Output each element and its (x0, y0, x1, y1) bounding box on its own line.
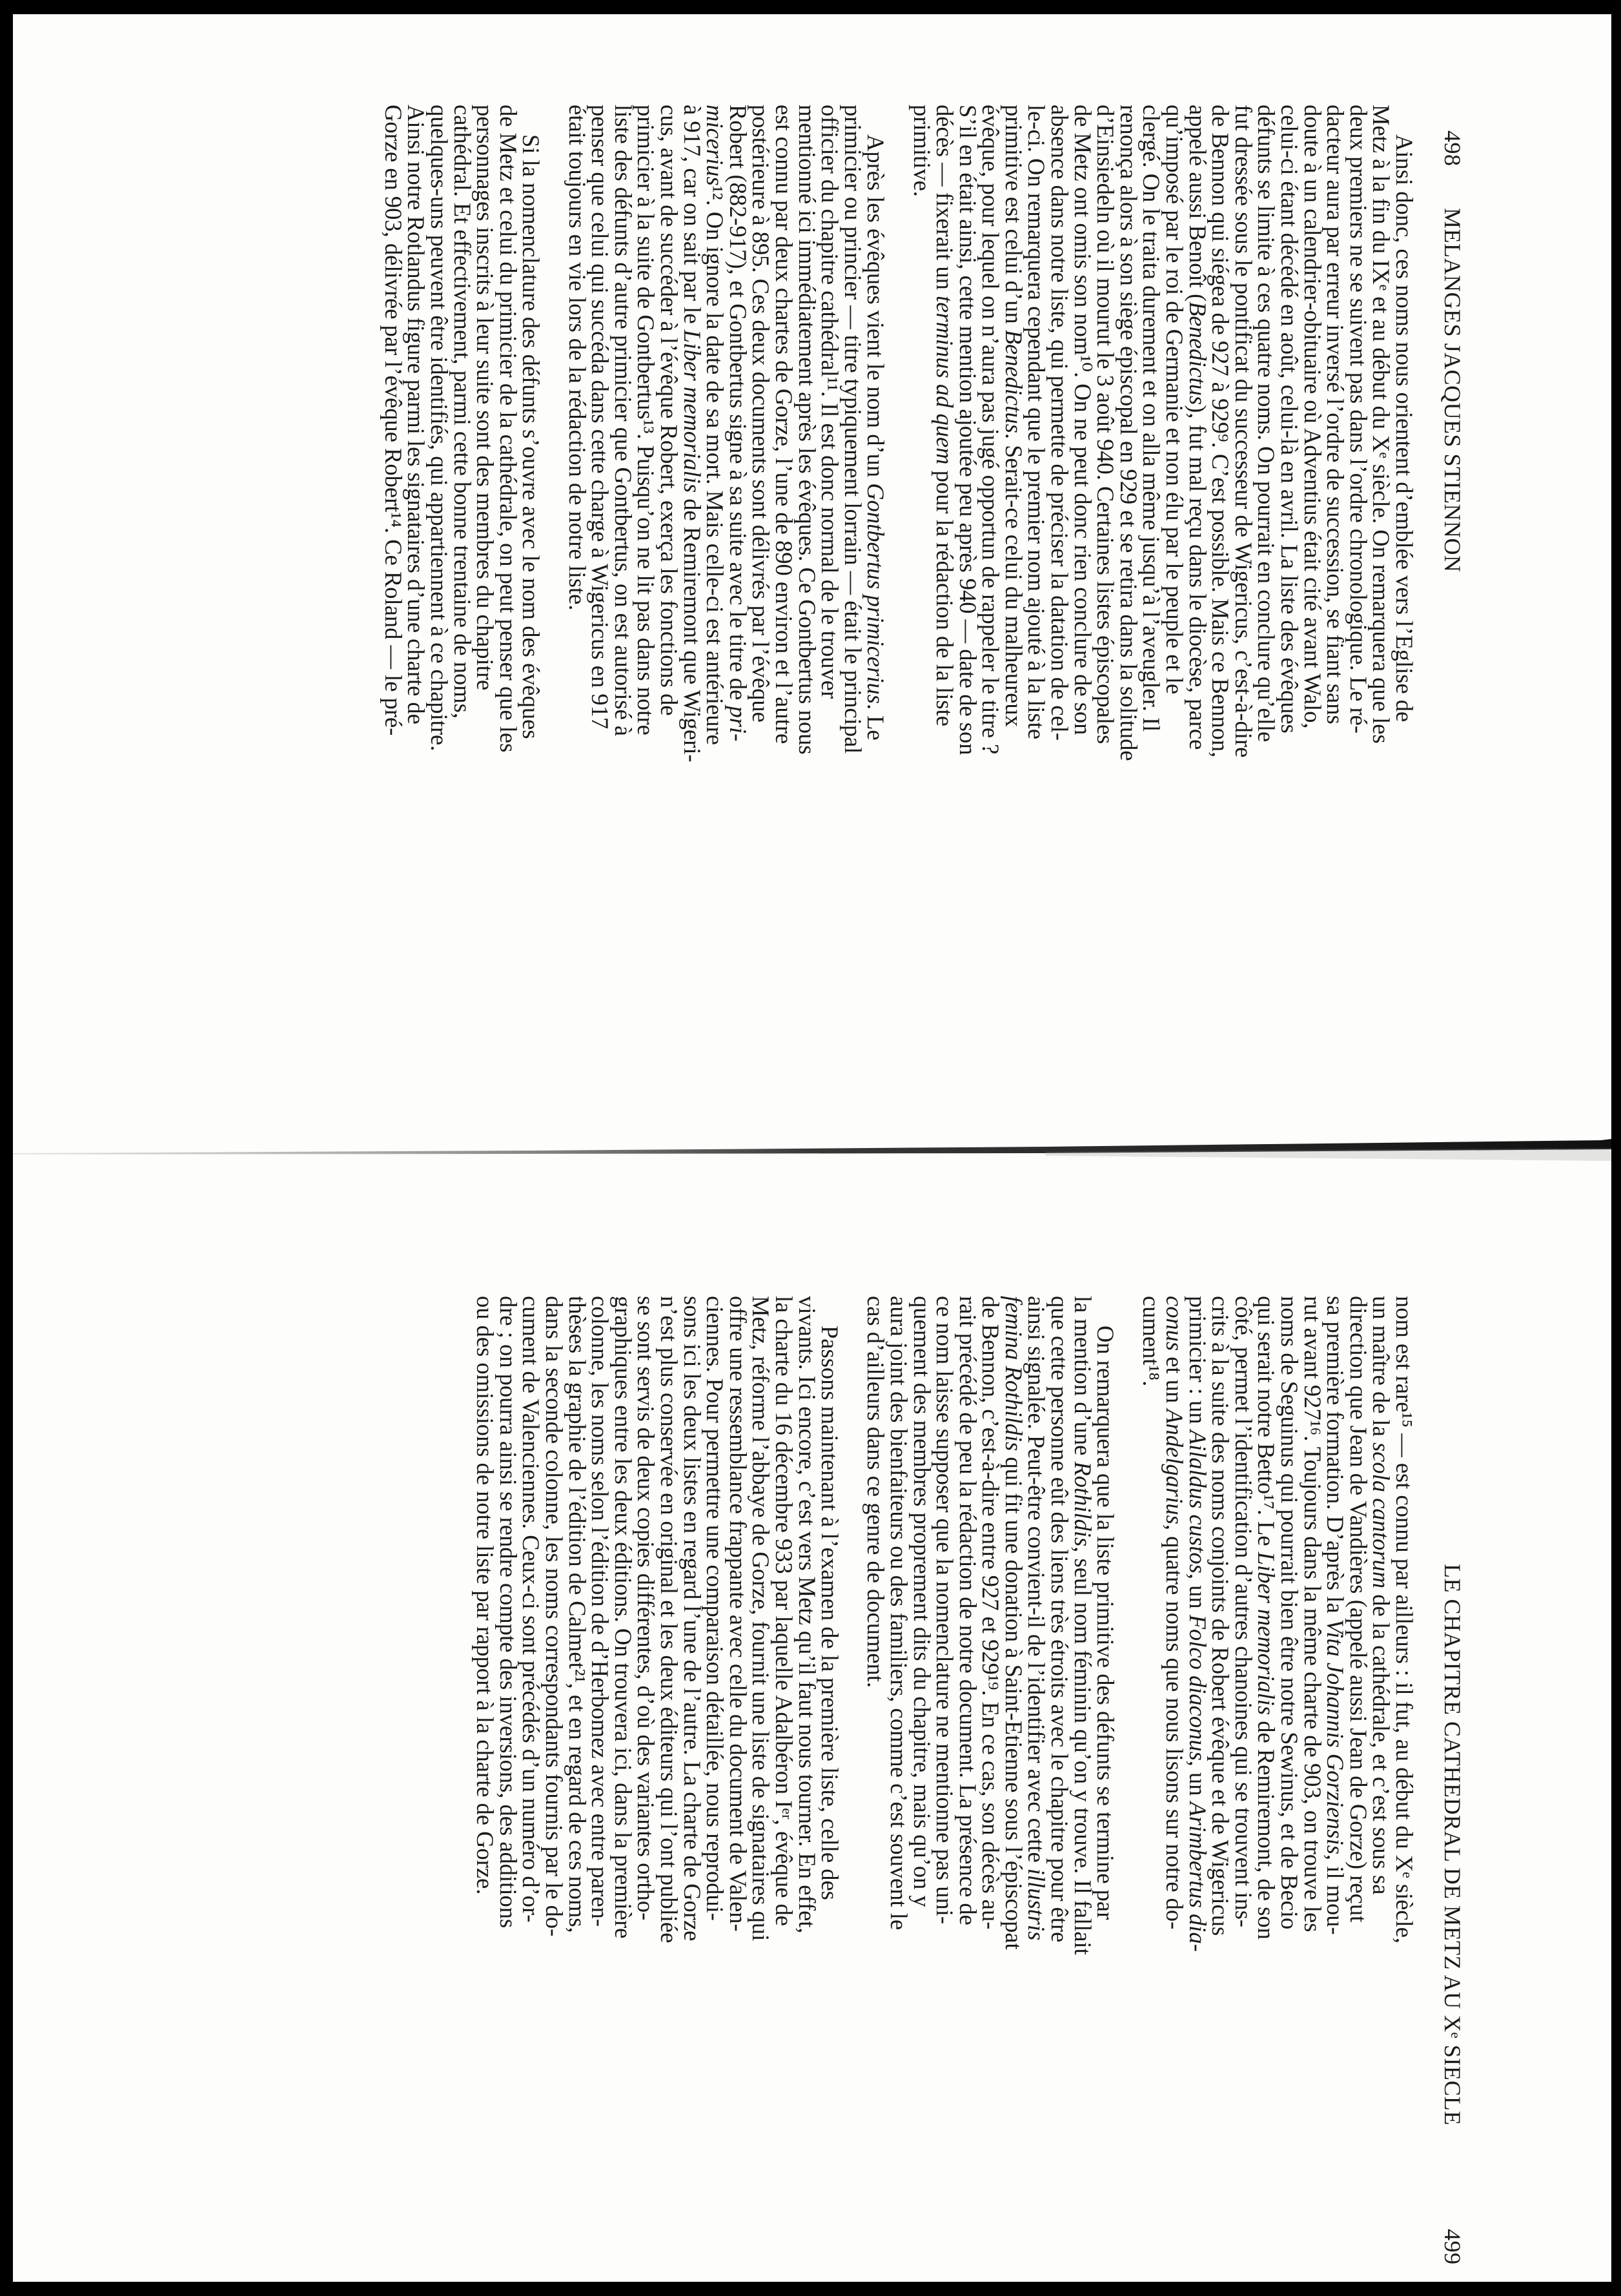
text-line: dans la seconde colonne, les noms correspondants fournis par le do- (541, 1296, 568, 1937)
page-498 (13, 14, 1611, 1125)
text-line: de Metz ont omis son nom¹⁰. On ne peut donc rien conclure de son (1069, 105, 1096, 735)
paragraph (472, 1296, 844, 1943)
text-line: aura joint des bienfaiteurs ou des familiers, comme c’est souvent le (885, 1296, 912, 1931)
page-499 (13, 1170, 1611, 2281)
text-line: primicier ou princier — titre typiquement lorrain — était le principal (839, 105, 866, 754)
text-line: Si la nomenclature des défunts s’ouvre avec le nom des évêques (518, 134, 545, 739)
text-line: S’il en était ainsi, cette mention ajoutée peu après 940 — date de son (954, 105, 981, 755)
italic-text: Folco diaconus (1184, 1614, 1211, 1761)
text-line: défunts se limite à ces quatre noms. On pourrait en conclure qu’elle (1253, 105, 1280, 743)
text-line: n’est plus conservée en original et les deux éditeurs qui l’ont publiée (656, 1296, 682, 1943)
text-line: clergé. On le traita durement et on alla même jusqu’à l’aveugler. Il (1138, 105, 1165, 732)
text-line: qui serait notre Betto¹⁷. Le Liber memorialis de Remiremont, de son (1253, 1296, 1280, 1940)
text-line: la charte du 16 décembre 933 par laquelle Adalbéron Iᵉʳ, évêque de (770, 1296, 797, 1927)
text-line: primicier : un Ailaldus custos, un Folco diaconus, un Arimbertus dia- (1184, 1296, 1211, 1952)
page-body (380, 105, 1418, 763)
text-line: cathédral. Et effectivement, parmi cette bonne trentaine de noms, (449, 105, 476, 719)
italic-text: Liber memorialis (1253, 1552, 1280, 1716)
text-line: crits à la suite des noms conjoints de Robert évêque et de Wigericus (1207, 1296, 1234, 1936)
text-line: ce nom laisse supposer que la nomenclature ne mentionne pas uni- (932, 1296, 959, 1925)
text-line: Robert (882-917), et Gontbertus signe à sa suite avec le titre de pri- (724, 105, 751, 742)
paragraph (380, 105, 545, 753)
paragraph-gap (542, 105, 566, 651)
text-line: thèses la graphie de l’édition de Calmet²¹, et en regard de ces noms, (564, 1296, 591, 1933)
text-line: que cette personne eût des liens très étroits avec le chapitre pour être (1046, 1296, 1074, 1943)
text-line: personnages inscrits à leur suite sont des membres du chapitre (472, 105, 499, 691)
page-body (472, 1296, 1418, 1955)
text-line: Gorze en 903, délivrée par l’évêque Robert¹⁴. Ce Roland — le pré- (380, 105, 407, 736)
italic-text: Rothildis (1069, 1461, 1096, 1547)
text-line: Après les évêques vient le nom d’un Gontbertus primicerius. Le (862, 134, 890, 741)
italic-text: Benedictus (1184, 302, 1211, 405)
italic-text: Arimbertus dia- (1184, 1801, 1211, 1952)
text-line: rait précédé de peu la rédaction de notre document. La présence de (954, 1296, 981, 1925)
text-line: est connu par deux chartes de Gorze, l’une de 890 environ et l’autre (770, 105, 797, 744)
text-line: ou des omissions de notre liste par rapport à la charte de Gorze. (472, 1296, 499, 1895)
text-line: ainsi signalée. Peut-être convient-il de l’identifier avec cette illustris (1023, 1296, 1050, 1941)
text-line: sa première formation. D’après la Vita Johannis Gorziensis, il mou- (1322, 1296, 1349, 1935)
italic-text: Andelgarius (1161, 1409, 1188, 1524)
text-line: côté, permet l’identification d’autres chanoines qui se trouvent ins- (1230, 1296, 1257, 1928)
text-line: celui-ci étant décédé en août, celui-là en avril. La liste des évêques (1276, 105, 1303, 733)
running-head-title: LE CHAPITRE CATHEDRAL DE METZ AU Xᵉ SIECLE (1440, 1564, 1465, 2126)
italic-text: Ailaldus custos (1184, 1430, 1211, 1573)
text-line: cument¹⁸. (1138, 1296, 1165, 1387)
italic-text: terminus ad quem (932, 295, 959, 465)
text-line: quement des membres proprement dits du chapitre, mais qu’on y (908, 1296, 935, 1907)
page-number: 498 (1440, 130, 1465, 167)
text-line: rut avant 927¹⁶. Toujours dans la même charte de 903, on trouve les (1299, 1296, 1326, 1932)
text-line: le-ci. On remarquera cependant que le premier nom ajouté à la liste (1023, 105, 1050, 740)
text-line: cas d’ailleurs dans ce genre de document. (862, 1296, 890, 1688)
text-line: primitive est celui d’un Benedictus. Serait-ce celui du malheureux (1000, 105, 1027, 727)
text-line: dre ; on pourra ainsi se rendre compte des inversions, des additions (494, 1296, 522, 1929)
paragraph (564, 105, 890, 763)
text-line: doute à un calendrier-obituaire où Adventius était cité avant Walo, (1299, 105, 1326, 729)
text-line: noms de Seguinus qui pourrait bien être notre Sewinus, et de Becio (1276, 1296, 1303, 1930)
text-line: nom est rare¹⁵ — est connu par ailleurs : il fut, au début du Xᵉ siècle, (1391, 1296, 1418, 1944)
text-line: primitive. (908, 105, 935, 197)
text-line: se sont servis de deux copies différentes, d’où des variantes ortho- (633, 1296, 660, 1921)
italic-text: micerius (702, 105, 729, 186)
text-line: officier du chapitre cathédral¹¹. Il est donc normal de le trouver (817, 105, 844, 699)
text-line: primicier à la suite de Gontbertus¹³. Puisqu’on ne lit pas dans notre (633, 105, 660, 735)
text-line: cument de Valenciennes. Ceux-ci sont précédés d’un numéro d’or- (518, 1296, 545, 1923)
text-line: qu’imposé par le roi de Germanie et non élu par le peuple et le (1161, 105, 1188, 695)
text-line: renonça alors à son siège épiscopal en 929 et se retira dans la solitude (1115, 105, 1142, 761)
text-line: Ainsi donc, ces noms nous orientent d’emblée vers l’Eglise de (1391, 134, 1418, 723)
book-spine-shadow (13, 1138, 1611, 1163)
text-line: de Bennon, c’est-à-dire entre 927 et 929¹⁹. En ce cas, son décès au- (977, 1296, 1004, 1930)
text-line: cus, avant de succéder à l’évêque Robert, exerça les fonctions de (656, 105, 682, 716)
text-line: fut dressée sous le pontificat du successeur de Wigericus, c’est-à-dire (1230, 105, 1257, 758)
text-line: Metz à la fin du IXᵉ et au début du Xᵉ siècle. On remarquera que les (1368, 105, 1395, 744)
text-line: dacteur aura par erreur inversé l’ordre de succession, se fiant sans (1322, 105, 1349, 724)
text-line: quelques-uns peuvent être identifiés, qui appartiennent à ce chapitre. (426, 105, 453, 752)
text-line: décès — fixerait un terminus ad quem pour la rédaction de la liste (932, 105, 959, 726)
text-line: deux premiers ne se suivent pas dans l’ordre chronologique. Le ré- (1345, 105, 1372, 734)
paragraph (908, 105, 1418, 761)
italic-text: Liber memorialis (678, 329, 706, 493)
text-line: postérieure à 895. Ces deux documents sont délivrés par l’évêque (748, 105, 775, 723)
text-line: Metz, réforme l’abbaye de Gorze, fournit une liste de signataires qui (748, 1296, 775, 1942)
text-line: ciennes. Pour permettre une comparaison détaillée, nous reprodui- (702, 1296, 729, 1921)
text-line: micerius¹². On ignore la date de sa mort. Mais celle-ci est antérieure (702, 105, 729, 745)
running-header (1438, 14, 1466, 1125)
text-line: femina Rothildis qui fit une donation à Saint-Etienne sous l’épiscopat (1000, 1296, 1027, 1950)
text-line: offre une ressemblance frappante avec celle du document de Valen- (724, 1296, 751, 1932)
text-line: On remarquera que la liste primitive des défunts se termine par (1092, 1326, 1119, 1920)
italic-text: femina Rothildis (1000, 1296, 1027, 1451)
paragraph (862, 1296, 1119, 1955)
page-number: 499 (1440, 2229, 1465, 2265)
text-line: mentionné ici immédiatement après les évêques. Ce Gontbertus nous (793, 105, 821, 755)
text-line: absence dans notre liste, qui permette de préciser la datation de cel- (1046, 105, 1074, 741)
text-line: évêque, pour lequel on n’aura pas jugé opportun de rappeler le titre ? (977, 105, 1004, 755)
text-line: conus et un Andelgarius, quatre noms que nous lisons sur notre do- (1161, 1296, 1188, 1930)
text-line: à 917, car on sait par le Liber memorialis de Remiremont que Wigeri- (678, 105, 706, 763)
italic-text: pri- (724, 706, 751, 742)
italic-text: Gontbertus primicerius (862, 483, 890, 704)
running-header (1438, 1170, 1466, 2281)
paragraph-gap (1117, 1296, 1140, 1852)
running-head-title: MELANGES JACQUES STIENNON (1440, 208, 1465, 573)
italic-text: conus (1161, 1296, 1188, 1351)
italic-text: scola cantorum (1368, 1442, 1395, 1589)
text-line: un maître de la scola cantorum de la cathédrale, et c’est sous sa (1368, 1296, 1395, 1895)
paragraph-gap (841, 1296, 864, 1852)
italic-text: Vita Johannis Gorziensis (1322, 1619, 1349, 1854)
paragraph (1138, 1296, 1418, 1952)
text-line: Ainsi notre Rotlandus figure parmi les signataires d’une charte de (403, 105, 430, 724)
text-line: direction que Jean de Vandières (appelé aussi Jean de Gorze) reçut (1345, 1296, 1372, 1923)
text-line: était toujours en vie lors de la rédaction de notre liste. (564, 105, 591, 611)
text-line: de Bennon qui siégea de 927 à 929⁹. C’est possible. Mais ce Bennon, (1207, 105, 1234, 758)
text-line: la mention d’une Rothildis, seul nom féminin qu’on y trouve. Il fallait (1069, 1296, 1096, 1955)
italic-text: Benedictus (1000, 329, 1027, 433)
paragraph-gap (887, 105, 910, 651)
text-line: de Metz et celui du primicier de la cathédrale, on peut penser que les (494, 105, 522, 753)
text-line: vivants. Ici encore, c’est vers Metz qu’il faut nous tourner. En effet, (793, 1296, 821, 1934)
text-line: d’Einsiedeln où il mourut le 3 août 940. Certaines listes épiscopales (1092, 105, 1119, 744)
text-line: penser que celui qui succéda dans cette charge à Wigericus en 917 (587, 105, 614, 730)
text-line: Passons maintenant à l’examen de la première liste, celle des (817, 1326, 844, 1900)
text-line: liste des défunts d’autre primicier que Gontbertus, on est autorisé à (609, 105, 637, 737)
italic-text: illustris (1023, 1868, 1050, 1941)
text-line: appelé aussi Benoît (Benedictus), fut mal reçu dans le diocèse, parce (1184, 105, 1211, 750)
text-line: sons ici les deux listes en regard l’une de l’autre. La charte de Gorze (678, 1296, 706, 1942)
text-line: graphiques entre les deux éditions. On trouvera ici, dans la première (609, 1296, 637, 1939)
text-line: colonne, les noms selon l’édition de d’Herbomez avec entre paren- (587, 1296, 614, 1927)
scanned-sheet (13, 14, 1611, 2282)
